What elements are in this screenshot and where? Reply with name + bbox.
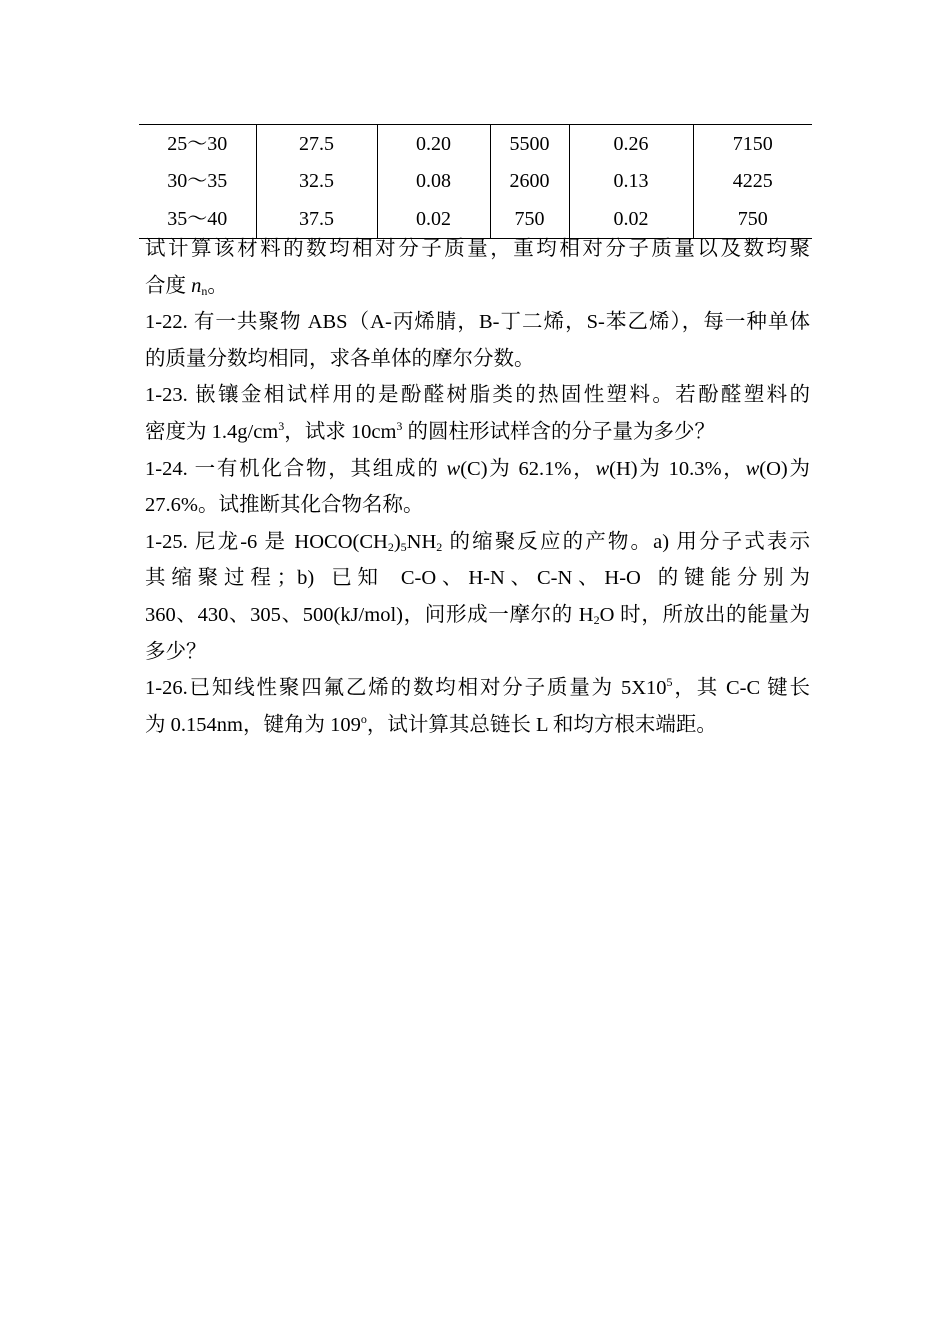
text-run: 1-22. 有一共聚物 ABS（A-丙烯腈，B-丁二烯，S-苯乙烯），每一种单体 bbox=[145, 311, 810, 334]
text-run: 。 bbox=[207, 274, 228, 297]
text-run: 2 bbox=[387, 539, 394, 554]
q25-line bbox=[145, 597, 810, 634]
q21-line bbox=[145, 231, 810, 268]
text-run: w bbox=[446, 457, 461, 480]
text-run: o bbox=[360, 711, 367, 726]
text-run: O 时，所放出的能量为 bbox=[599, 603, 810, 626]
text-run: 1-26.已知线性聚四氟乙烯的数均相对分子质量为 5X10 bbox=[145, 677, 667, 700]
text-run: (C)为 62.1%， bbox=[460, 457, 596, 480]
table-cell: 750 bbox=[490, 200, 569, 238]
text-run: 1-24. 一有机化合物，其组成的 bbox=[145, 457, 447, 480]
text-run: 3 bbox=[278, 418, 285, 433]
table-cell: 0.26 bbox=[569, 125, 693, 163]
table-row bbox=[139, 125, 812, 163]
text-run: 为 0.154nm，键角为 109 bbox=[145, 713, 361, 736]
table-cell: 0.20 bbox=[377, 125, 490, 163]
table-cell: 0.13 bbox=[569, 163, 693, 201]
text-run: (O)为 bbox=[759, 457, 810, 480]
text-run: n bbox=[201, 283, 208, 298]
q23-line bbox=[145, 377, 810, 414]
text-run: (H)为 10.3%， bbox=[609, 457, 746, 480]
text-run: ，试求 10cm bbox=[284, 420, 397, 443]
table-cell: 27.5 bbox=[256, 125, 377, 163]
table-cell: 0.08 bbox=[377, 163, 490, 201]
q21-line bbox=[145, 268, 810, 305]
table-cell: 4225 bbox=[693, 163, 812, 201]
table-cell: 35～40 bbox=[139, 200, 256, 238]
text-run: 的圆柱形试样含的分子量为多少？ bbox=[402, 420, 716, 443]
table-cell: 30～35 bbox=[167, 170, 228, 193]
text-run: 合度 bbox=[145, 274, 192, 297]
q22-line bbox=[145, 341, 810, 378]
text-run: 360、430、305、500(kJ/mol)，问形成一摩尔的 H bbox=[145, 603, 594, 626]
table-cell: 750 bbox=[693, 200, 812, 238]
table-cell: 32.5 bbox=[256, 163, 377, 201]
text-run: 5 bbox=[666, 675, 673, 690]
text-run: 的质量分数均相同，求各单体的摩尔分数。 bbox=[145, 347, 535, 370]
q23-line bbox=[145, 414, 810, 451]
table-row bbox=[139, 163, 812, 201]
q24-line bbox=[145, 487, 810, 524]
q25-line bbox=[145, 524, 810, 561]
text-run: 3 bbox=[396, 418, 403, 433]
text-run: 27.6%。试推断其化合物名称。 bbox=[145, 494, 424, 517]
text-run: ，试计算其总链长 L 和均方根末端距。 bbox=[366, 713, 717, 736]
text-run: 多少？ bbox=[145, 640, 207, 663]
data-table bbox=[139, 124, 812, 239]
body-text bbox=[145, 231, 810, 743]
text-run: NH bbox=[406, 530, 437, 553]
text-run: 1-23. 嵌镶金相试样用的是酚醛树脂类的热固性塑料。若酚醛塑料的 bbox=[145, 384, 810, 407]
table-cell: 0.02 bbox=[377, 200, 490, 238]
text-run: n bbox=[191, 274, 202, 297]
q26-line bbox=[145, 707, 810, 744]
q22-line bbox=[145, 304, 810, 341]
q26-line bbox=[145, 670, 810, 707]
text-run: 其缩聚过程；b) 已知 C-O、H-N、C-N、H-O 的键能分别为 bbox=[145, 567, 810, 590]
text-run: w bbox=[595, 457, 610, 480]
text-run: w bbox=[745, 457, 760, 480]
table-cell: 37.5 bbox=[256, 200, 377, 238]
text-run: 5 bbox=[400, 539, 407, 554]
text-run: ) bbox=[393, 530, 401, 553]
table-cell: 5500 bbox=[490, 125, 569, 163]
text-run: 密度为 1.4g/cm bbox=[145, 420, 279, 443]
table-cell: 2600 bbox=[490, 163, 569, 201]
text-run: 1-25. 尼龙-6 是 HOCO(CH bbox=[145, 530, 388, 553]
text-run: 试计算该材料的数均相对分子质量，重均相对分子质量以及数均聚 bbox=[145, 238, 810, 260]
text-run: 的缩聚反应的产物。a) 用分子式表示 bbox=[442, 530, 810, 553]
text-run: ，其 C-C 键长 bbox=[672, 677, 810, 700]
text-run: 2 bbox=[436, 539, 443, 554]
text-run: 2 bbox=[593, 612, 600, 627]
q24-line bbox=[145, 451, 810, 488]
table-cell: 7150 bbox=[693, 125, 812, 163]
q25-line bbox=[145, 560, 810, 597]
table-cell: 25～30 bbox=[139, 125, 256, 163]
q25-line bbox=[145, 634, 810, 671]
table-cell: 0.02 bbox=[569, 200, 693, 238]
